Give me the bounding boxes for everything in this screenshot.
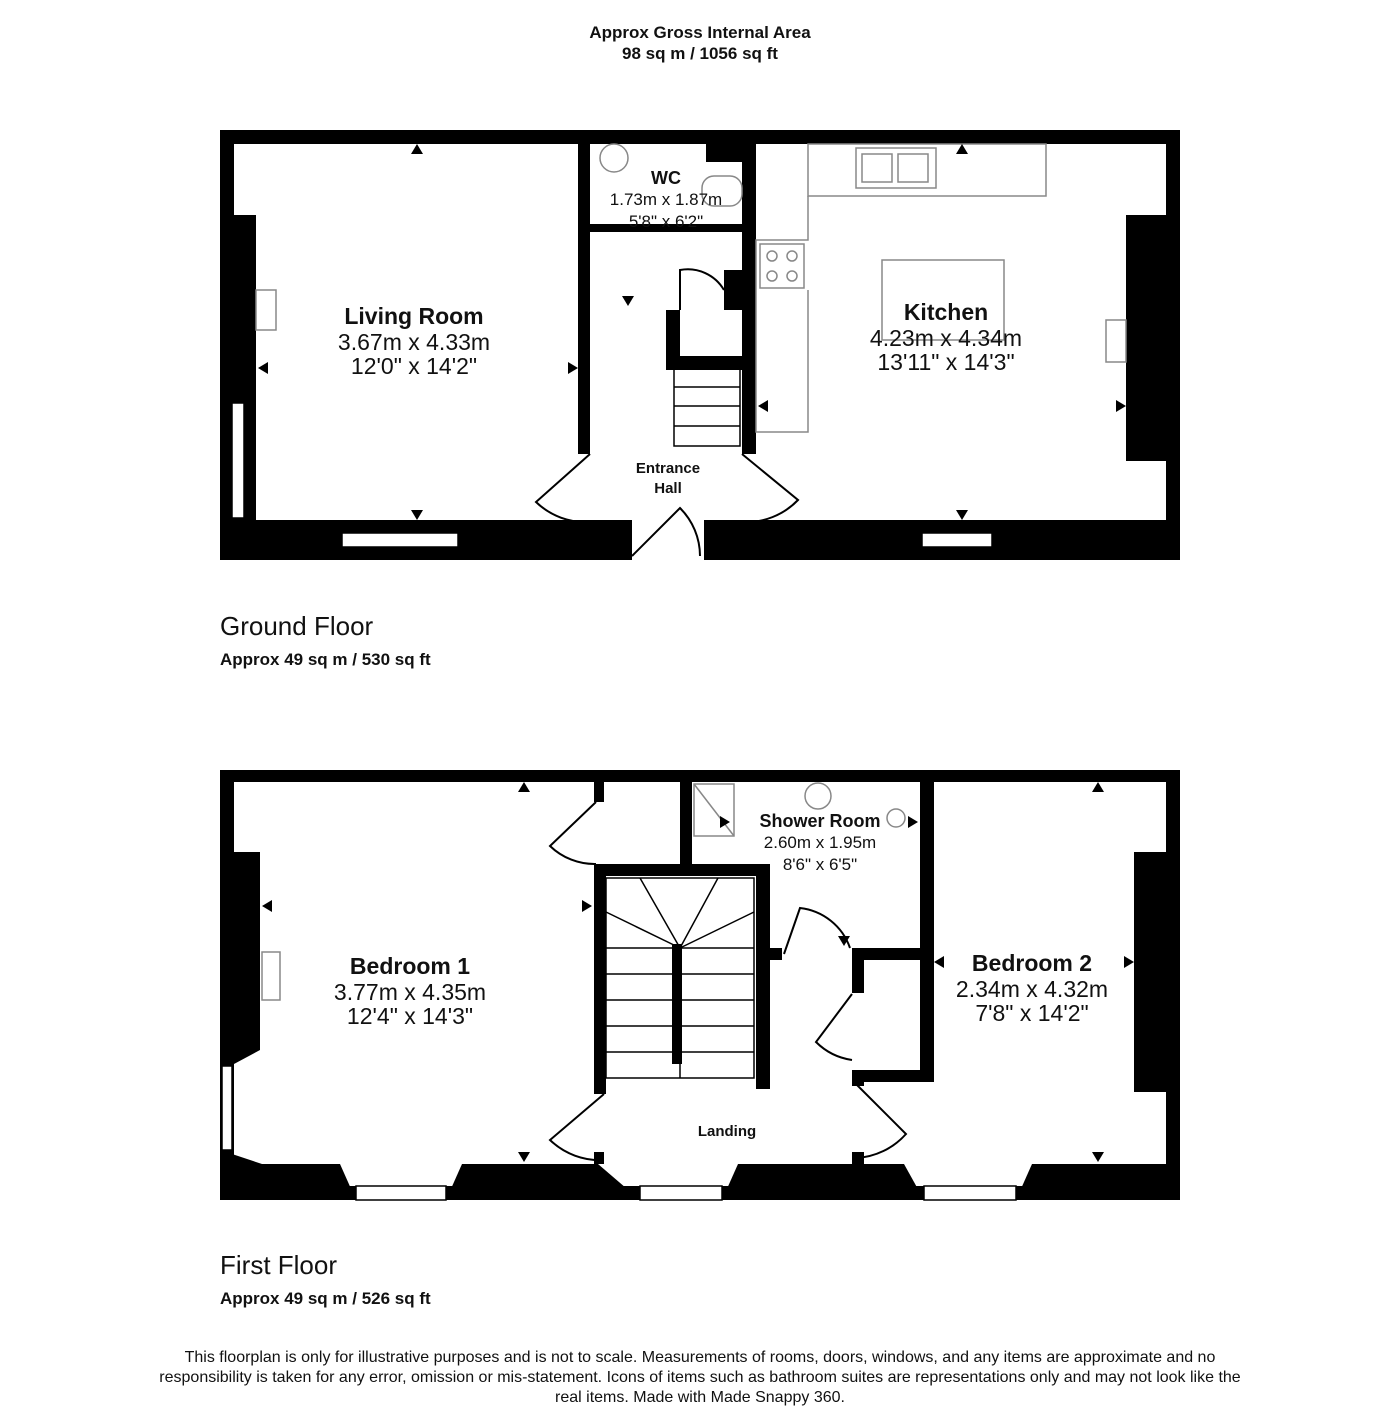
- kitchen-label: [870, 299, 1022, 374]
- room-metric: 1.73m x 1.87m: [609, 190, 723, 209]
- shower-room-label: [759, 811, 880, 876]
- room-metric: 3.77m x 4.35m: [333, 979, 487, 1005]
- first-stairs: [606, 878, 754, 1078]
- first-floor-area: Approx 49 sq m / 526 sq ft: [220, 1289, 431, 1308]
- room-metric: 2.34m x 4.32m: [955, 976, 1109, 1002]
- room-name: Kitchen: [903, 299, 989, 325]
- room-name: Bedroom 2: [971, 950, 1093, 976]
- room-metric: 4.23m x 4.34m: [869, 325, 1023, 351]
- room-name: Bedroom 1: [349, 953, 471, 979]
- landing-label: Landing: [697, 1123, 757, 1140]
- room-name: Living Room: [344, 303, 484, 329]
- room-metric: 2.60m x 1.95m: [763, 833, 877, 852]
- living-room-label: [338, 303, 490, 378]
- room-name: Shower Room: [759, 811, 881, 831]
- ground-floor-title: Ground Floor: [220, 611, 374, 641]
- bedroom-1-label: [334, 953, 486, 1028]
- bedroom-2-label: [956, 950, 1108, 1025]
- wc-label: [610, 168, 722, 233]
- room-metric: 3.67m x 4.33m: [337, 329, 491, 355]
- first-floor-title: First Floor: [220, 1250, 337, 1280]
- ground-stairs: [674, 368, 740, 446]
- gross-area-header: [589, 22, 810, 64]
- disclaimer-text: This floorplan is only for illustrative purposes and is not to scale. Measurements of rooms, doors, windows, and any items are approximate and no responsibility is taken for any error, omission or mis-statement. Icons of items such as bathroom suites are representations only and may not look like the real items. Made with Made Snappy 360.: [159, 1349, 1241, 1406]
- room-imperial: 8'6" x 6'5": [782, 855, 858, 874]
- room-imperial: 7'8" x 14'2": [975, 1000, 1089, 1026]
- room-name: WC: [650, 168, 681, 188]
- room-name-line2: Hall: [654, 480, 682, 497]
- room-name-line1: Entrance: [635, 460, 701, 477]
- entrance-hall-label: [636, 459, 700, 499]
- room-imperial: 12'0" x 14'2": [350, 353, 478, 379]
- gross-area-title: Approx Gross Internal Area: [589, 23, 811, 42]
- room-imperial: 13'11" x 14'3": [877, 349, 1015, 375]
- room-imperial: 5'8" x 6'2": [628, 212, 704, 231]
- gross-area-value: 98 sq m / 1056 sq ft: [622, 44, 778, 63]
- room-imperial: 12'4" x 14'3": [346, 1003, 474, 1029]
- ground-floor-area: Approx 49 sq m / 530 sq ft: [220, 650, 431, 669]
